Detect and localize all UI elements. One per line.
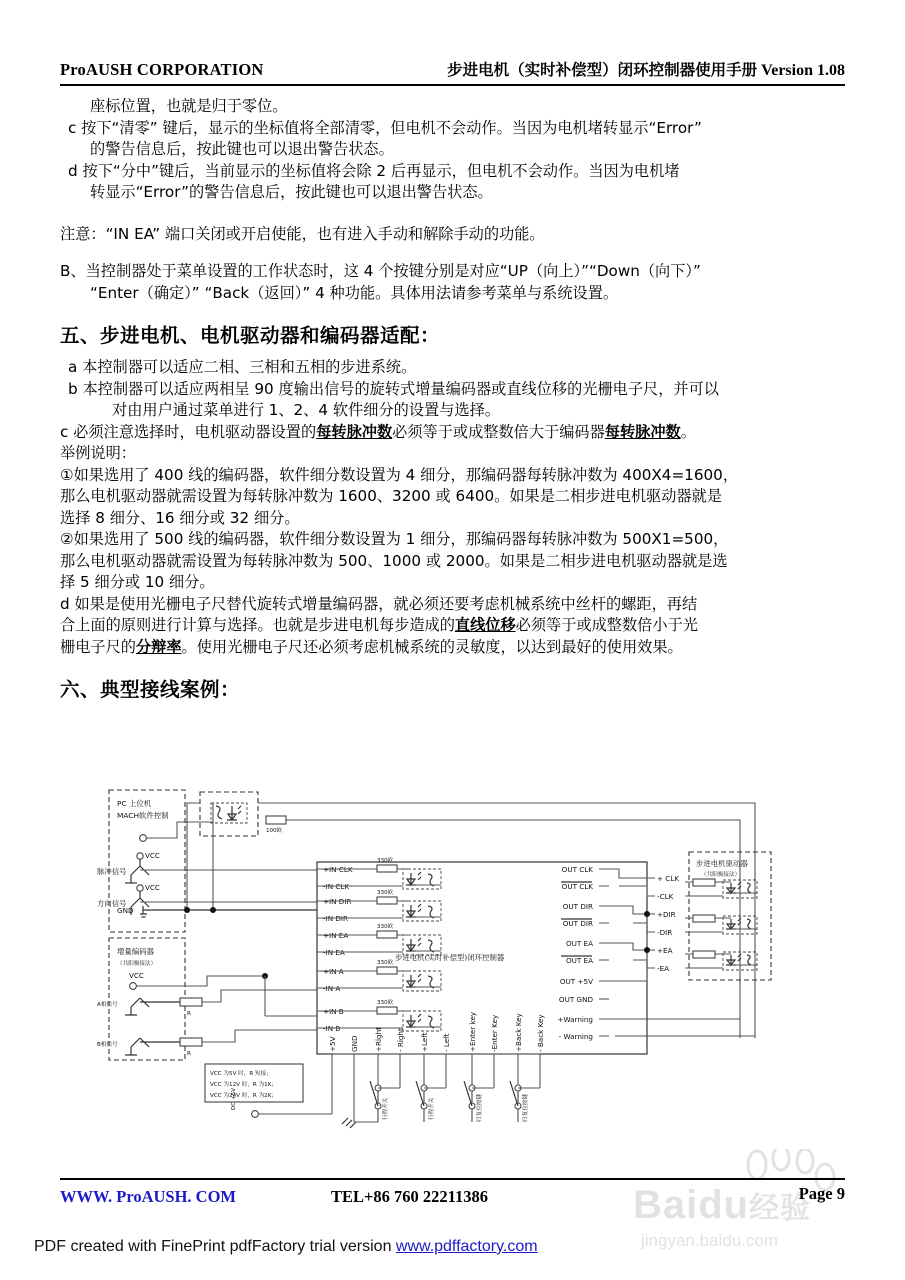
output-pin-label-9: - Warning [558,1032,593,1041]
pc-box-line1: PC 上位机 [117,799,152,808]
resistor-330-label-3: 330欧 [377,960,394,966]
vcc-label-dir: VCC [145,883,160,892]
example-label: 举例说明： [60,444,136,462]
vcc-terminal-pulse [137,853,143,859]
list-item-d-line1: d 按下“分中”键后，当前显示的坐标值将会除 2 后再显示，但电机不会动作。当因为电机堵 [68,161,680,180]
s5d3-pre: 栅电子尺的 [60,637,136,656]
input-pin-label-4: +IN EA [323,931,349,940]
s5c-post: 。 [680,422,696,441]
pdffactory-link[interactable]: www.pdffactory.com [395,1238,538,1255]
input-pin-label-1: -IN CLK [323,882,350,891]
section5-item-c [60,422,850,444]
list-item-c-line2: 的警告信息后，按此键也可以退出警告状态。 [90,140,394,158]
driver-box-line2: （共阳极接法） [701,872,741,878]
watermark-brand-cn: 经验 [749,1192,812,1225]
bottom-pin-label-8: +Back Key [514,1013,523,1052]
section5-item-a: a 本控制器可以适应二相、三相和五相的步进系统。 [68,358,417,376]
driver-pin-group-dir [657,910,757,937]
note-in-ea: 注意：“IN EA” 端口关闭或开启使能，也有进入手动和解除手动的功能。 [60,224,545,243]
switch-label-0: 行程开关 [383,1097,389,1120]
switch-label-1: 行程开关 [429,1097,435,1120]
section5-item-b-line2: 对由用户通过菜单进行 1、2、4 软件细分的设置与选择。 [112,401,500,419]
s5d-bold-resolution: 分辩率 [135,637,182,656]
bottom-pin-label-6: +Enter key [468,1011,477,1052]
resistor-330-label-0: 330欧 [377,858,394,864]
resistor-330-label-4: 330欧 [377,1000,394,1006]
manual-title-group [447,58,845,80]
section5-item-d-line2 [60,615,850,637]
bottom-pin-label-0: +5V [328,1036,337,1052]
pc-output-terminal [140,835,147,842]
list-item-c-line1: c 按下“清零” 键后，显示的坐标值将全部清零，但电机不会动作。当因为电机堵转显示“Error” [68,118,702,137]
output-pin-label-1: OUT CLK [561,882,593,891]
driver-pin-label-5: -EA [657,964,670,973]
switch-label-2: 归复位按键 [477,1094,483,1122]
dc-5v-label: DC +5V [231,1087,237,1110]
s5c-mid: 必须等于或成整数倍大于编码器 [392,422,605,441]
resistor-100ohm [266,816,286,824]
output-pin-label-3: OUT DIR [562,919,593,928]
driver-box-line1: 步进电机驱动器 [696,859,748,868]
vcc-note-line2: VCC 为12V 时，R 为1K； [210,1082,277,1088]
input-pin-label-2: +IN DIR [323,897,352,906]
driver-pin-label-1: -CLK [657,892,674,901]
pc-box-line2: MACH软件控制 [117,811,169,820]
vcc-note-line3: VCC 为24V 时，R 为2K； [210,1093,277,1099]
bottom-pin-label-1: GND [350,1035,359,1052]
resistor-r-b-label: R [187,1051,191,1057]
paragraph-continuation: 座标位置，也就是归于零位。 [90,97,288,115]
driver-resistor-1 [693,915,715,922]
bottom-pin-label-9: - Back Key [536,1014,545,1052]
vcc-label-pulse: VCC [145,851,160,860]
driver-pin-label-3: -DIR [657,928,673,937]
direction-signal-label: 方向信号 [97,899,127,908]
resistor-r-a-label: R [187,1011,191,1017]
watermark-brand: Baidu [633,1183,750,1227]
section-5-heading: 五、步进电机、电机驱动器和编码器适配： [60,324,441,347]
output-pin-label-0: OUT CLK [561,865,593,874]
input-pin-label-3: -IN DIR [323,914,349,923]
gnd-label: GND [117,906,134,915]
input-pin-group-a [317,958,441,993]
wiring-diagram [95,770,815,1150]
vcc-terminal-dir [137,885,143,891]
footer-website[interactable]: WWW. ProAUSH. COM [60,1187,237,1206]
section5-item-b-line1: b 本控制器可以适应两相呈 90 度输出信号的旋转式增量编码器或直线位移的光栅电子尺，并可以 [68,379,719,398]
list-item-d-line2: 转显示“Error”的警告信息后，按此键也可以退出警告状态。 [90,183,493,201]
resistor-330-2 [377,931,397,938]
example-1-line1: ①如果选用了 400 线的编码器，软件细分数设置为 4 细分，那编码器每转脉冲数为 400X4=1600， [60,465,739,484]
output-pin-label-5: OUT EA [565,956,593,965]
document-body [60,96,850,702]
bottom-pin-label-3: - Right [396,1028,405,1052]
resistor-330-label-1: 330欧 [377,890,394,896]
output-pin-label-7: OUT GND [558,995,593,1004]
dc-5v-terminal [252,1111,259,1118]
input-pin-label-0: +IN CLK [323,865,353,874]
switch-label-3: 归复位按键 [523,1094,529,1122]
bottom-pin-labels [328,1011,545,1052]
driver-pin-group-clk [657,874,757,901]
driver-pin-label-4: +EA [657,946,673,955]
input-pin-group-ea [317,922,441,957]
controller-label: 步进电机(实时补偿型)闭环控制器 [395,953,505,962]
driver-pin-label-0: + CLK [657,874,680,883]
driver-resistor-0 [693,879,715,886]
resistor-r-a [180,998,202,1006]
list-item-B-line1: B、当控制器处于菜单设置的工作状态时，这 4 个按键分别是对应“UP（向上）”“Down（向下）” [60,262,701,280]
resistor-330-4 [377,1007,397,1014]
section5-item-d-line3 [60,637,850,659]
output-pin-label-8: +Warning [557,1015,593,1024]
junction-gnd-1 [184,907,190,913]
section-6-heading: 六、典型接线案例： [60,678,241,701]
s5c-pre: c 必须注意选择时，电机驱动器设置的 [60,422,317,441]
bottom-pin-label-5: - Left [442,1033,451,1052]
output-pin-label-2: OUT DIR [562,902,593,911]
resistor-330-0 [377,865,397,872]
s5c-bold-ppr1: 每转脉冲数 [316,422,393,441]
driver-pin-label-2: +DIR [657,910,676,919]
s5c-bold-ppr2: 每转脉冲数 [604,422,681,441]
input-pin-label-5: -IN EA [323,948,345,957]
bottom-pin-label-4: +Left [420,1032,429,1052]
s5d-pre: 合上面的原则进行计算与选择。也就是步进电机每步造成的 [60,616,455,634]
driver-pin-group-ea [657,946,757,973]
example-1-line2: 那么电机驱动器就需设置为每转脉冲数为 1600、3200 或 6400。如果是二相步进电机驱动器就是 [60,487,722,505]
resistor-330-1 [377,897,397,904]
footer-telephone: TEL+86 760 22211386 [331,1187,489,1206]
page-number: Page 9 [798,1184,845,1203]
encoder-vcc-terminal [130,983,137,990]
input-pin-group-dir [317,888,441,923]
example-2-line1: ②如果选用了 500 线的编码器，软件细分数设置为 1 细分，那编码器每转脉冲数为 500X1=500， [60,530,729,548]
s5d-bold-linear: 直线位移 [454,616,516,634]
encoder-box-line1: 增量编码器 [117,947,154,956]
input-pin-label-7: -IN A [323,984,341,993]
driver-resistor-2 [693,951,715,958]
input-pin-label-6: +IN A [323,967,344,976]
s5d3-post: 。使用光栅电子尺还必须考虑机械系统的灵敏度，以达到最好的使用效果。 [181,637,683,656]
footer-divider [60,1178,845,1180]
bottom-pin-label-2: +Right [374,1027,383,1052]
watermark-url: jingyan.baidu.com [641,1231,779,1250]
page-footer [60,1182,845,1212]
output-pins [557,865,593,1041]
phase-a-signal-label: A相信号 [97,1002,118,1008]
section5-item-d-line1: d 如果是使用光栅电子尺替代旋转式增量编码器，就必须还要考虑机械系统中丝杆的螺距，再结 [60,594,698,613]
output-pin-label-4: OUT EA [565,939,593,948]
resistor-330-label-2: 330欧 [377,924,394,930]
encoder-box-line2: （共阳极接法） [117,961,157,967]
resistor-100ohm-label: 100欧 [266,828,283,834]
list-item-B-line2: “Enter（确定）” “Back（返回）” 4 种功能。具体用法请参考菜单与系统设置。 [90,283,619,302]
pdf-notice-text: PDF created with FinePrint pdfFactory trial version [34,1238,396,1255]
output-pin-label-6: OUT +5V [559,977,593,986]
company-name: ProAUSH CORPORATION [60,60,264,79]
baidu-watermark [633,1155,883,1270]
manual-version: Version 1.08 [761,62,845,79]
manual-title: 步进电机（实时补偿型）闭环控制器使用手册 [447,61,758,79]
input-pin-group-clk [317,856,441,891]
s5d-post: 必须等于或成整数倍小于光 [515,616,698,634]
example-2-line3: 择 5 细分或 10 细分。 [60,573,215,591]
junction-dir-5v [644,911,650,917]
input-pin-label-9: -IN B [323,1024,341,1033]
example-1-line3: 选择 8 细分、16 细分或 32 细分。 [60,508,300,527]
junction-gnd-2 [210,907,216,913]
pdf-trial-notice [34,1238,538,1256]
junction-ea-5v [644,947,650,953]
vcc-note-line1: VCC 为5V 时，R 短接； [210,1071,272,1077]
phase-b-signal-label: B相信号 [97,1042,118,1048]
pulse-signal-label: 脉冲信号 [97,867,127,876]
page-header [60,58,845,86]
bottom-pin-label-7: -Enter Key [490,1014,499,1052]
encoder-vcc-label: VCC [129,971,144,980]
resistor-330-3 [377,967,397,974]
input-pin-label-8: +IN B [323,1007,344,1016]
example-2-line2: 那么电机驱动器就需设置为每转脉冲数为 500、1000 或 2000。如果是二相步进电机驱动器就是选 [60,551,728,570]
resistor-r-b [180,1038,202,1046]
